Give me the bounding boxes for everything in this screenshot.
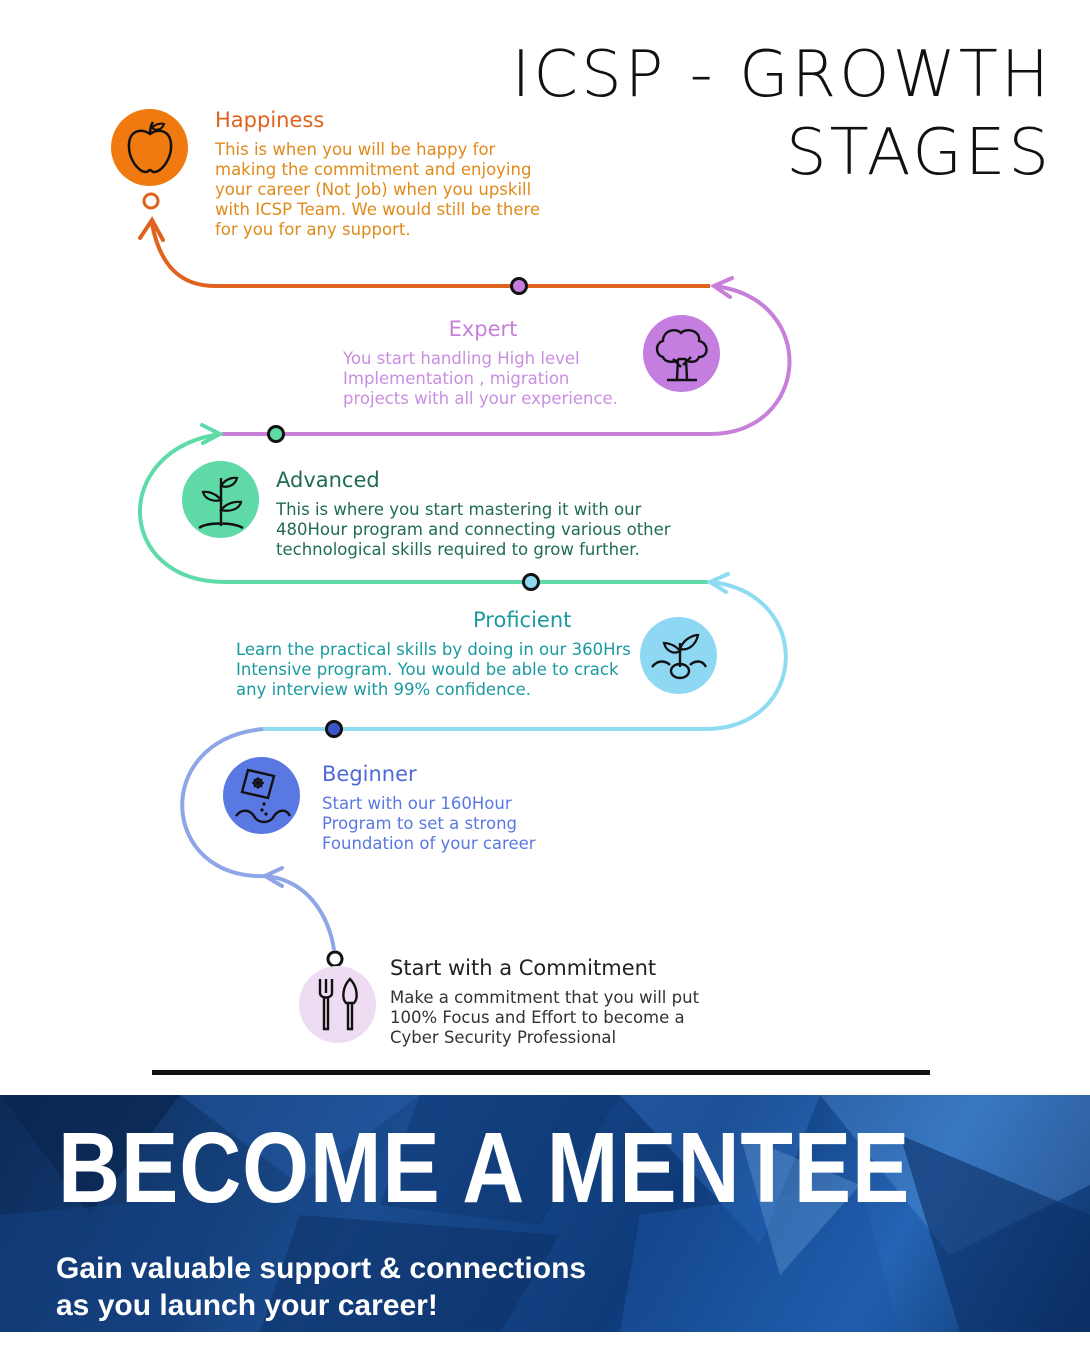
page-title-line1: ICSP - GROWTH <box>511 38 1052 112</box>
stage-advanced <box>276 468 696 560</box>
sprout-icon <box>640 617 717 694</box>
stage-advanced-heading: Advanced <box>276 468 380 492</box>
banner-subtitle <box>56 1250 586 1324</box>
commitment-node <box>328 952 342 966</box>
stage-expert <box>343 317 633 409</box>
seed-packet-icon <box>223 757 300 834</box>
banner-headline: BECOME A MENTEE <box>58 1112 911 1224</box>
tree-icon <box>643 315 720 392</box>
stage-proficient <box>236 608 636 700</box>
stage-commitment <box>390 956 720 1048</box>
stage-beginner-heading: Beginner <box>322 762 417 786</box>
plant-icon <box>182 461 259 538</box>
stage-commitment-text: Make a commitment that you will put 100% Focus and Effort to become a Cyber Security Professional <box>390 988 700 1047</box>
banner-subtitle-line1: Gain valuable support & connections <box>56 1252 587 1285</box>
stage-happiness-text: This is when you will be happy for making the commitment and enjoying your career (Not Job) when you upskill with ICSP Team. We would still be there for you for any support. <box>215 140 541 239</box>
apple-icon <box>111 109 188 186</box>
proficient-node <box>524 575 539 590</box>
stage-happiness-heading: Happiness <box>215 108 325 132</box>
stage-advanced-text: This is where you start mastering it with our 480Hour program and connecting various other technological skills required to grow further. <box>276 500 671 559</box>
advanced-node <box>269 427 284 442</box>
stage-beginner <box>322 762 582 854</box>
section-divider <box>152 1070 930 1075</box>
become-mentee-banner[interactable] <box>0 1095 1090 1332</box>
expert-node <box>512 279 527 294</box>
banner-subtitle-line2: as you launch your career! <box>56 1289 438 1322</box>
stage-expert-text: You start handling High level Implementation , migration projects with all your experience. <box>343 349 618 408</box>
stage-happiness <box>215 108 560 240</box>
stage-beginner-text: Start with our 160Hour Program to set a strong Foundation of your career <box>322 794 536 853</box>
stage-proficient-heading: Proficient <box>473 608 572 632</box>
page-title-line2: STAGES <box>785 116 1052 190</box>
stage-proficient-text: Learn the practical skills by doing in our 360Hrs Intensive program. You would be able to crack any interview with 99% confidence. <box>236 640 631 699</box>
happiness-node <box>144 194 158 208</box>
stage-commitment-heading: Start with a Commitment <box>390 956 657 980</box>
beginner-node <box>327 722 342 737</box>
stage-expert-heading: Expert <box>448 317 518 341</box>
garden-tools-icon <box>299 966 376 1043</box>
